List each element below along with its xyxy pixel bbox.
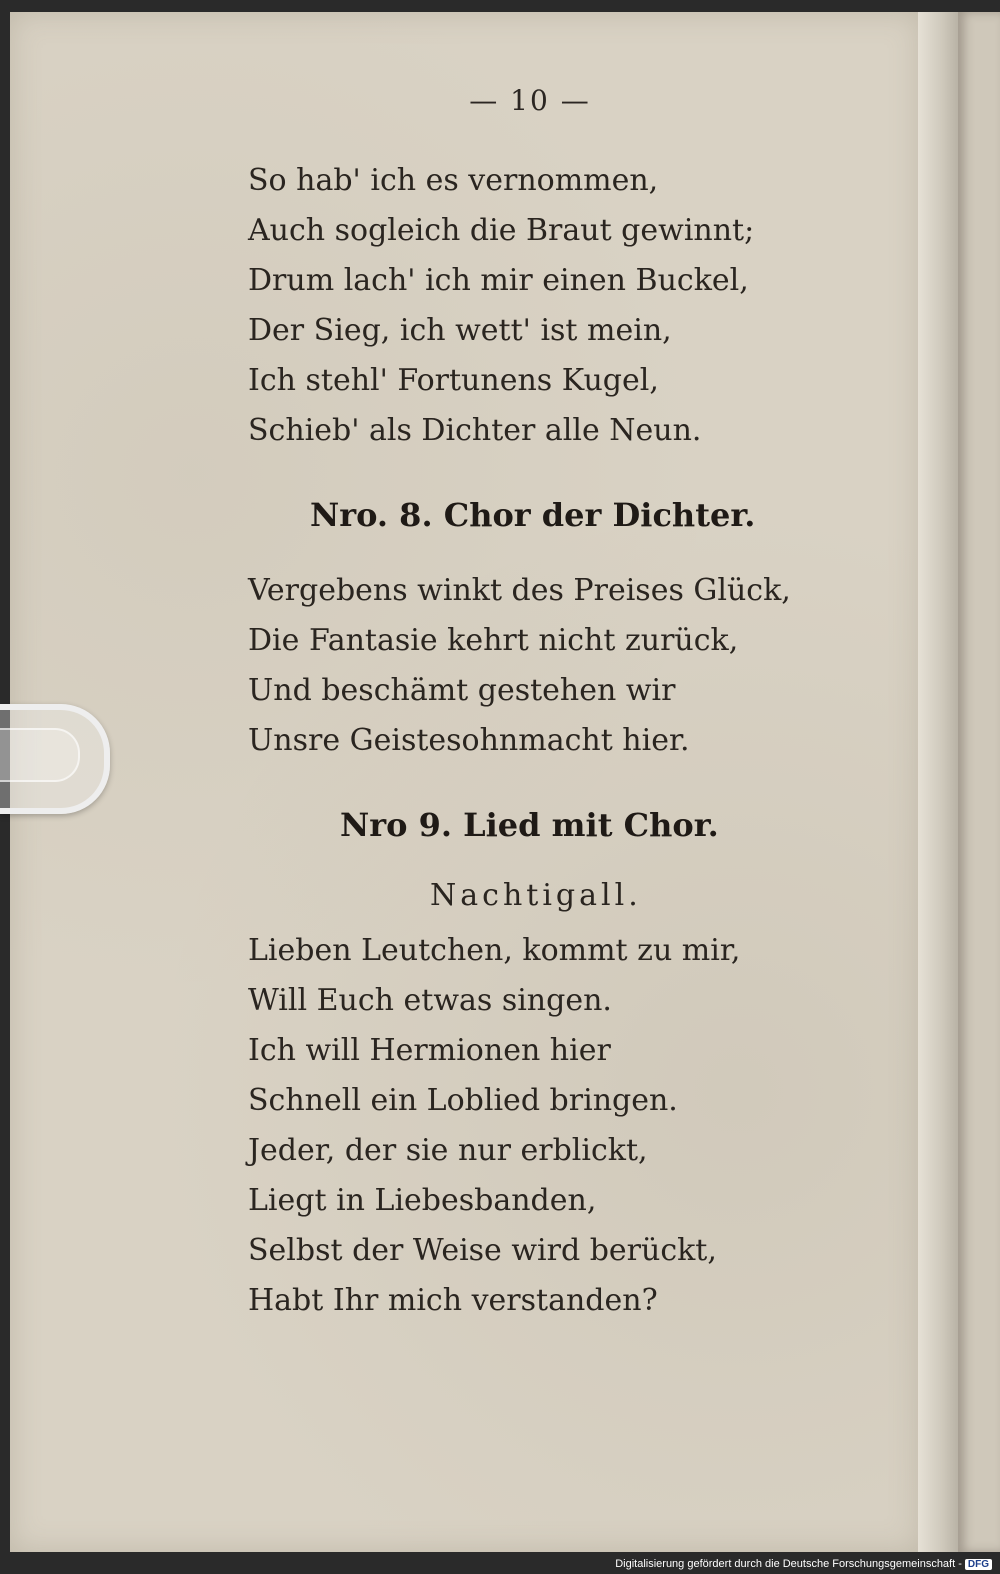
- credit-text: Digitalisierung gefördert durch die Deutsche Forschungsgemeinschaft -: [615, 1558, 962, 1570]
- verse-line: Selbst der Weise wird berückt,: [248, 1233, 717, 1268]
- dfg-logo: DFG: [965, 1559, 992, 1570]
- page-edge: [918, 12, 958, 1552]
- verse-line: Drum lach' ich mir einen Buckel,: [248, 263, 749, 298]
- verse-line: Will Euch etwas singen.: [248, 983, 612, 1018]
- verse-line: Schnell ein Loblied bringen.: [248, 1083, 678, 1118]
- verse-line: Liegt in Liebesbanden,: [248, 1183, 597, 1218]
- verse-line: Schieb' als Dichter alle Neun.: [248, 413, 702, 448]
- verse-line: Vergebens winkt des Preises Glück,: [248, 573, 791, 608]
- adjacent-page: [958, 12, 1000, 1552]
- verse-line: Lieben Leutchen, kommt zu mir,: [248, 933, 741, 968]
- page-number: — 10 —: [469, 84, 591, 117]
- verse-block-2: [248, 566, 791, 766]
- verse-line: So hab' ich es vernommen,: [248, 163, 659, 198]
- verse-line: Unsre Geistesohnmacht hier.: [248, 723, 690, 758]
- verse-line: Ich stehl' Fortunens Kugel,: [248, 363, 659, 398]
- verse-line: Ich will Hermionen hier: [248, 1033, 611, 1068]
- verse-line: Die Fantasie kehrt nicht zurück,: [248, 623, 739, 658]
- section-heading-nro-8: Nro. 8. Chor der Dichter.: [310, 496, 756, 534]
- section-heading-nro-9: Nro 9. Lied mit Chor.: [340, 806, 719, 844]
- digitization-credit: [615, 1558, 992, 1570]
- paper-clip-inner: [0, 728, 80, 782]
- verse-line: Auch sogleich die Braut gewinnt;: [248, 213, 755, 248]
- verse-line: Habt Ihr mich verstanden?: [248, 1283, 658, 1318]
- verse-line: Jeder, der sie nur erblickt,: [248, 1133, 648, 1168]
- verse-line: Der Sieg, ich wett' ist mein,: [248, 313, 672, 348]
- verse-line: Und beschämt gestehen wir: [248, 673, 676, 708]
- verse-block-3: [248, 926, 740, 1326]
- verse-block-1: [248, 156, 754, 456]
- paper-clip-icon: [0, 704, 110, 814]
- song-title: Nachtigall.: [430, 878, 642, 913]
